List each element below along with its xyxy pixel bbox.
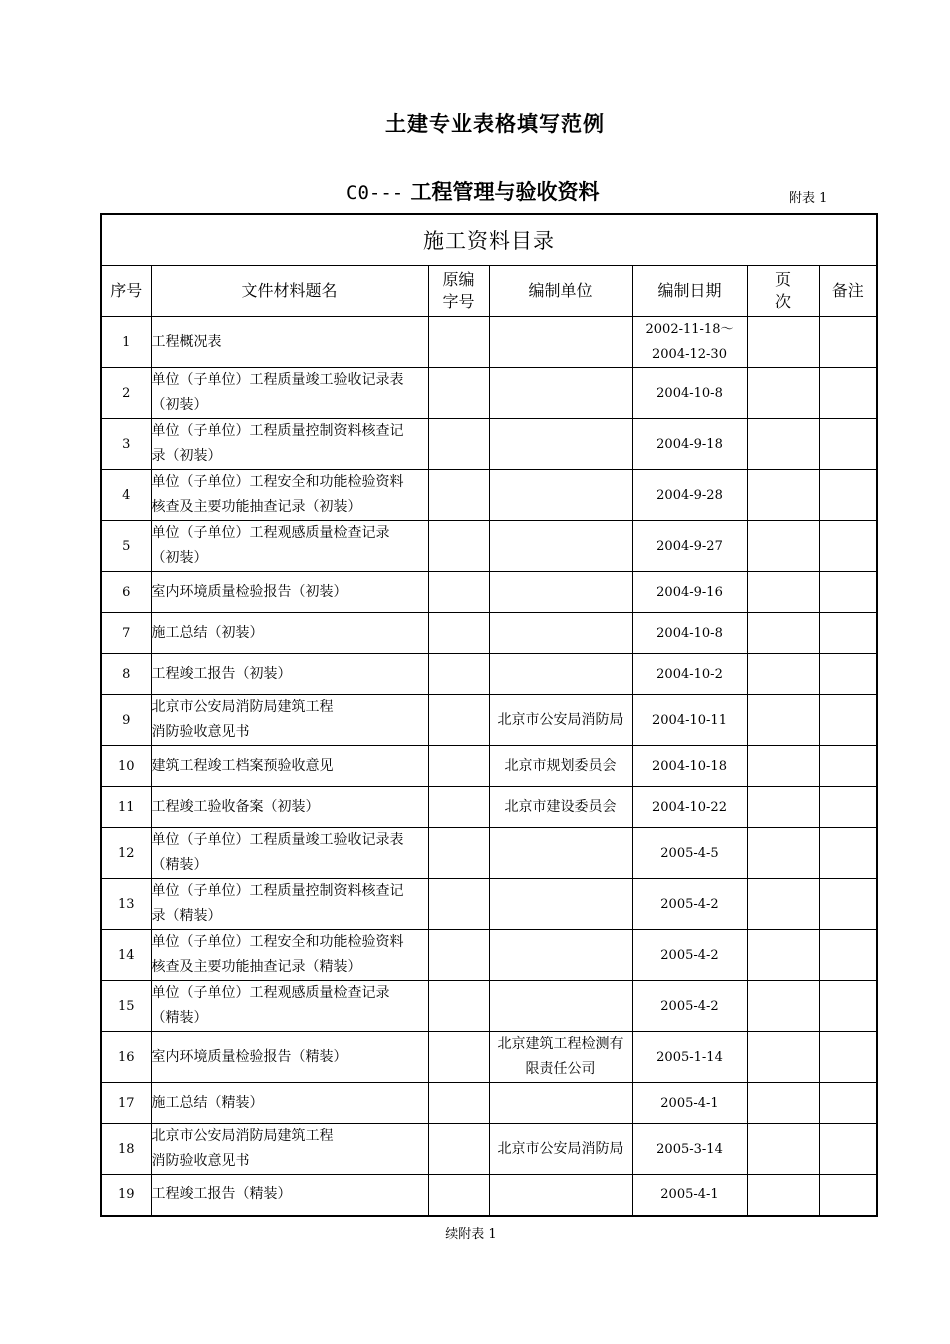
row-orig-code xyxy=(428,654,489,695)
row-unit xyxy=(489,368,632,419)
table-row xyxy=(101,879,877,930)
row-remark xyxy=(819,572,877,613)
row-title: 工程概况表 xyxy=(151,317,428,368)
table-row xyxy=(101,470,877,521)
row-number: 13 xyxy=(101,879,151,930)
header-remark: 备注 xyxy=(819,266,877,317)
row-unit xyxy=(489,613,632,654)
row-remark xyxy=(819,1175,877,1216)
row-page xyxy=(747,368,819,419)
row-unit xyxy=(489,470,632,521)
row-unit xyxy=(489,981,632,1032)
section-code: C0--- xyxy=(346,182,404,204)
page-footer: 续附表 1 xyxy=(445,1227,497,1242)
table-row xyxy=(101,1032,877,1083)
row-orig-code xyxy=(428,981,489,1032)
row-date: 2004-9-16 xyxy=(632,572,747,613)
row-orig-code xyxy=(428,1124,489,1175)
table-row xyxy=(101,1083,877,1124)
table-row xyxy=(101,419,877,470)
row-title: 工程竣工报告（精装） xyxy=(151,1175,428,1216)
row-number: 17 xyxy=(101,1083,151,1124)
row-date: 2005-4-2 xyxy=(632,930,747,981)
row-unit xyxy=(489,930,632,981)
row-page xyxy=(747,521,819,572)
table-row xyxy=(101,368,877,419)
row-number: 9 xyxy=(101,695,151,746)
row-page xyxy=(747,1124,819,1175)
row-remark xyxy=(819,419,877,470)
row-title: 建筑工程竣工档案预验收意见 xyxy=(151,746,428,787)
row-unit: 北京市规划委员会 xyxy=(489,746,632,787)
row-number: 10 xyxy=(101,746,151,787)
row-title: 单位（子单位）工程质量竣工验收记录表 （初装） xyxy=(151,368,428,419)
header-unit: 编制单位 xyxy=(489,266,632,317)
table-row xyxy=(101,572,877,613)
row-date: 2005-1-14 xyxy=(632,1032,747,1083)
row-orig-code xyxy=(428,368,489,419)
row-orig-code xyxy=(428,521,489,572)
table-body xyxy=(101,317,877,1216)
row-title: 施工总结（精装） xyxy=(151,1083,428,1124)
row-page xyxy=(747,1175,819,1216)
row-title: 施工总结（初装） xyxy=(151,613,428,654)
row-page xyxy=(747,746,819,787)
row-orig-code xyxy=(428,787,489,828)
row-remark xyxy=(819,746,877,787)
row-page xyxy=(747,1032,819,1083)
row-date: 2004-10-22 xyxy=(632,787,747,828)
row-date: 2004-10-11 xyxy=(632,695,747,746)
row-page xyxy=(747,930,819,981)
header-date: 编制日期 xyxy=(632,266,747,317)
table-row xyxy=(101,981,877,1032)
row-number: 8 xyxy=(101,654,151,695)
table-row xyxy=(101,521,877,572)
row-unit xyxy=(489,521,632,572)
table-row xyxy=(101,613,877,654)
row-remark xyxy=(819,521,877,572)
row-remark xyxy=(819,981,877,1032)
row-title: 室内环境质量检验报告（精装） xyxy=(151,1032,428,1083)
row-orig-code xyxy=(428,930,489,981)
row-title: 单位（子单位）工程安全和功能检验资料 核查及主要功能抽查记录（初装） xyxy=(151,470,428,521)
row-orig-code xyxy=(428,695,489,746)
table-title: 施工资料目录 xyxy=(101,214,877,266)
table-row xyxy=(101,654,877,695)
row-number: 4 xyxy=(101,470,151,521)
row-remark xyxy=(819,368,877,419)
row-page xyxy=(747,787,819,828)
section-title xyxy=(346,176,600,206)
row-number: 1 xyxy=(101,317,151,368)
row-date: 2004-10-18 xyxy=(632,746,747,787)
table-row xyxy=(101,695,877,746)
row-number: 11 xyxy=(101,787,151,828)
row-remark xyxy=(819,613,877,654)
header-page-line2: 次 xyxy=(774,292,791,311)
row-number: 6 xyxy=(101,572,151,613)
row-date: 2004-10-2 xyxy=(632,654,747,695)
document-title: 土建专业表格填写范例 xyxy=(385,111,605,136)
row-remark xyxy=(819,787,877,828)
table-row xyxy=(101,828,877,879)
table-row xyxy=(101,787,877,828)
row-unit xyxy=(489,572,632,613)
row-remark xyxy=(819,695,877,746)
row-date: 2002-11-18～ 2004-12-30 xyxy=(632,317,747,368)
row-date: 2005-4-5 xyxy=(632,828,747,879)
header-page xyxy=(747,266,819,317)
row-title: 北京市公安局消防局建筑工程 消防验收意见书 xyxy=(151,1124,428,1175)
row-remark xyxy=(819,317,877,368)
row-unit xyxy=(489,828,632,879)
row-remark xyxy=(819,1124,877,1175)
header-page-line1: 页 xyxy=(774,270,791,289)
row-title: 单位（子单位）工程质量竣工验收记录表 （精装） xyxy=(151,828,428,879)
row-page xyxy=(747,572,819,613)
row-orig-code xyxy=(428,828,489,879)
row-orig-code xyxy=(428,317,489,368)
row-date: 2005-4-1 xyxy=(632,1175,747,1216)
row-unit: 北京市建设委员会 xyxy=(489,787,632,828)
row-number: 5 xyxy=(101,521,151,572)
section-name: 工程管理与验收资料 xyxy=(410,179,600,204)
row-number: 3 xyxy=(101,419,151,470)
row-number: 18 xyxy=(101,1124,151,1175)
table-row xyxy=(101,317,877,368)
row-orig-code xyxy=(428,613,489,654)
row-date: 2004-10-8 xyxy=(632,368,747,419)
row-date: 2005-4-1 xyxy=(632,1083,747,1124)
row-unit: 北京建筑工程检测有 限责任公司 xyxy=(489,1032,632,1083)
row-unit xyxy=(489,1175,632,1216)
row-date: 2005-4-2 xyxy=(632,981,747,1032)
row-number: 12 xyxy=(101,828,151,879)
row-title: 北京市公安局消防局建筑工程 消防验收意见书 xyxy=(151,695,428,746)
row-unit xyxy=(489,317,632,368)
catalog-table xyxy=(100,213,878,1217)
row-page xyxy=(747,981,819,1032)
header-no: 序号 xyxy=(101,266,151,317)
row-unit xyxy=(489,419,632,470)
row-remark xyxy=(819,1083,877,1124)
row-page xyxy=(747,654,819,695)
row-title: 室内环境质量检验报告（初装） xyxy=(151,572,428,613)
row-orig-code xyxy=(428,419,489,470)
row-orig-code xyxy=(428,1175,489,1216)
row-remark xyxy=(819,828,877,879)
header-orig-line2: 字号 xyxy=(442,292,475,311)
row-date: 2004-9-18 xyxy=(632,419,747,470)
row-title: 单位（子单位）工程质量控制资料核查记 录（初装） xyxy=(151,419,428,470)
row-unit xyxy=(489,654,632,695)
row-orig-code xyxy=(428,572,489,613)
row-title: 单位（子单位）工程质量控制资料核查记 录（精装） xyxy=(151,879,428,930)
row-page xyxy=(747,317,819,368)
row-title: 工程竣工验收备案（初装） xyxy=(151,787,428,828)
header-orig-line1: 原编 xyxy=(442,270,475,289)
row-unit xyxy=(489,1083,632,1124)
row-unit: 北京市公安局消防局 xyxy=(489,1124,632,1175)
row-remark xyxy=(819,1032,877,1083)
row-number: 15 xyxy=(101,981,151,1032)
row-date: 2004-10-8 xyxy=(632,613,747,654)
row-page xyxy=(747,828,819,879)
row-orig-code xyxy=(428,1083,489,1124)
row-page xyxy=(747,419,819,470)
row-title: 单位（子单位）工程观感质量检查记录 （初装） xyxy=(151,521,428,572)
row-orig-code xyxy=(428,879,489,930)
header-orig xyxy=(428,266,489,317)
row-orig-code xyxy=(428,470,489,521)
row-page xyxy=(747,695,819,746)
row-title: 单位（子单位）工程观感质量检查记录 （精装） xyxy=(151,981,428,1032)
row-unit: 北京市公安局消防局 xyxy=(489,695,632,746)
row-remark xyxy=(819,930,877,981)
table-row xyxy=(101,1175,877,1216)
annex-label: 附表 1 xyxy=(789,191,828,206)
row-remark xyxy=(819,879,877,930)
row-orig-code xyxy=(428,1032,489,1083)
row-number: 14 xyxy=(101,930,151,981)
row-remark xyxy=(819,654,877,695)
row-number: 7 xyxy=(101,613,151,654)
row-number: 19 xyxy=(101,1175,151,1216)
row-date: 2004-9-28 xyxy=(632,470,747,521)
row-remark xyxy=(819,470,877,521)
row-orig-code xyxy=(428,746,489,787)
row-number: 2 xyxy=(101,368,151,419)
row-date: 2004-9-27 xyxy=(632,521,747,572)
row-date: 2005-4-2 xyxy=(632,879,747,930)
header-name: 文件材料题名 xyxy=(151,266,428,317)
row-title: 工程竣工报告（初装） xyxy=(151,654,428,695)
row-page xyxy=(747,613,819,654)
row-title: 单位（子单位）工程安全和功能检验资料 核查及主要功能抽查记录（精装） xyxy=(151,930,428,981)
row-page xyxy=(747,1083,819,1124)
row-date: 2005-3-14 xyxy=(632,1124,747,1175)
row-page xyxy=(747,879,819,930)
table-row xyxy=(101,930,877,981)
header-row xyxy=(101,266,877,317)
row-page xyxy=(747,470,819,521)
row-number: 16 xyxy=(101,1032,151,1083)
table-row xyxy=(101,1124,877,1175)
row-unit xyxy=(489,879,632,930)
table-row xyxy=(101,746,877,787)
